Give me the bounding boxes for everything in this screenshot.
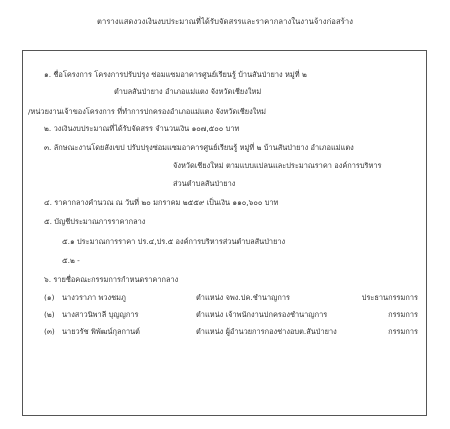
work-description-line2: จังหวัดเชียงใหม่ ตามแบบแปลนและประมาณราคา องค์การบริหาร (173, 161, 382, 170)
project-name-line1: ๑. ชื่อโครงการ โครงการปรับปรุง ซ่อมแซมอาคารศูนย์เรียนรู้ บ้านสันป่ายาง หมู่ที่ ๒ (44, 70, 307, 79)
median-price: ๔. ราคากลางคำนวณ ณ วันที่ ๒๐ มกราคม ๒๕๕๙ เป็นเงิน ๑๑๐,๖๐๐ บาท (44, 198, 279, 207)
committee-role: กรรมการ (388, 310, 418, 319)
price-estimate-item-1: ๕.๑ ประมาณการราคา ปร.๔,ปร.๕ องค์การบริหารส่วนตำบลสันป่ายาง (62, 237, 286, 246)
committee-no: (๒) (44, 310, 55, 319)
committee-no: (๓) (44, 327, 55, 336)
document-title: ตารางแสดงวงเงินงบประมาณที่ได้รับจัดสรรและราคากลางในงานจ้างก่อสร้าง (96, 17, 354, 26)
committee-row (44, 293, 418, 303)
committee-name: นางสาวนิพาลี บุญญการ (62, 310, 139, 319)
committee-row (44, 327, 418, 337)
project-name-line2: ตำบลสันป่ายาง อำเภอแม่แตง จังหวัดเชียงใหม่ (114, 87, 262, 96)
committee-role: ประธานกรรมการ (361, 293, 418, 302)
price-estimate-heading: ๕. บัญชีประมาณการราคากลาง (44, 217, 146, 226)
committee-heading: ๖. รายชื่อคณะกรรมการกำหนดราคากลาง (44, 275, 179, 284)
committee-row (44, 310, 418, 320)
owner-agency: /หน่วยงานเจ้าของโครงการ ที่ทำการปกครองอำเภอแม่แตง จังหวัดเชียงใหม่ (28, 107, 267, 116)
committee-position: ตำแหน่ง จพง.ปค.ชำนาญการ (196, 293, 290, 302)
work-description-line1: ๓. ลักษณะงานโดยสังเขป ปรับปรุงซ่อมแซมอาคารศูนย์เรียนรู้ หมู่ที่ ๒ บ้านสันป่ายาง อำเภอแม่แตง (44, 143, 354, 152)
committee-role: กรรมการ (388, 327, 418, 336)
committee-no: (๑) (44, 293, 55, 302)
work-description-line3: ส่วนตำบลสันป่ายาง (173, 179, 236, 188)
committee-name: นายวรัช พิพัฒน์กุลกานต์ (62, 327, 140, 336)
committee-position: ตำแหน่ง เจ้าพนักงานปกครองชำนาญการ (196, 310, 328, 319)
committee-position: ตำแหน่ง ผู้อำนวยการกองช่างอบต.สันป่ายาง (196, 327, 337, 336)
price-estimate-item-2: ๕.๒ - (62, 256, 80, 265)
budget-amount: ๒. วงเงินงบประมาณที่ได้รับจัดสรร จำนวนเงิน ๑๐๗,๕๐๐ บาท (44, 124, 240, 133)
committee-name: นางวราภา พวงชมภู (62, 293, 126, 302)
content-frame (22, 50, 427, 416)
